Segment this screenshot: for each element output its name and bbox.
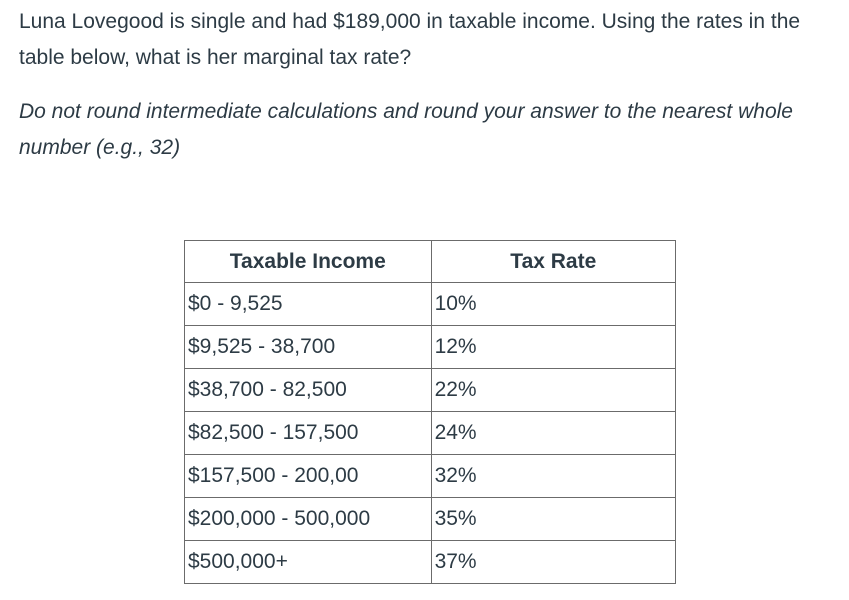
rate-cell: 32% — [431, 455, 675, 498]
rate-cell: 22% — [431, 369, 675, 412]
income-cell: $200,000 - 500,000 — [185, 498, 432, 541]
income-cell: $0 - 9,525 — [185, 283, 432, 326]
table-row — [185, 283, 676, 326]
header-tax-rate: Tax Rate — [431, 241, 675, 283]
question-text: Luna Lovegood is single and had $189,000 in taxable income. Using the rates in the table below, what is her marginal tax rate? — [19, 10, 801, 69]
instruction-text: Do not round intermediate calculations and round your answer to the nearest whole number (e.g., 32) — [19, 100, 793, 159]
rate-cell: 37% — [431, 541, 675, 584]
header-taxable-income: Taxable Income — [185, 241, 432, 283]
rate-cell: 10% — [431, 283, 675, 326]
table-header-row — [185, 241, 676, 283]
tax-rate-table — [184, 240, 676, 584]
income-cell: $157,500 - 200,00 — [185, 455, 432, 498]
table-row — [185, 498, 676, 541]
rate-cell: 24% — [431, 412, 675, 455]
table-row — [185, 412, 676, 455]
table-row — [185, 369, 676, 412]
table-row — [185, 541, 676, 584]
rate-cell: 35% — [431, 498, 675, 541]
income-cell: $38,700 - 82,500 — [185, 369, 432, 412]
income-cell: $82,500 - 157,500 — [185, 412, 432, 455]
income-cell: $9,525 - 38,700 — [185, 326, 432, 369]
income-cell: $500,000+ — [185, 541, 432, 584]
table-row — [185, 455, 676, 498]
rate-cell: 12% — [431, 326, 675, 369]
table-row — [185, 326, 676, 369]
